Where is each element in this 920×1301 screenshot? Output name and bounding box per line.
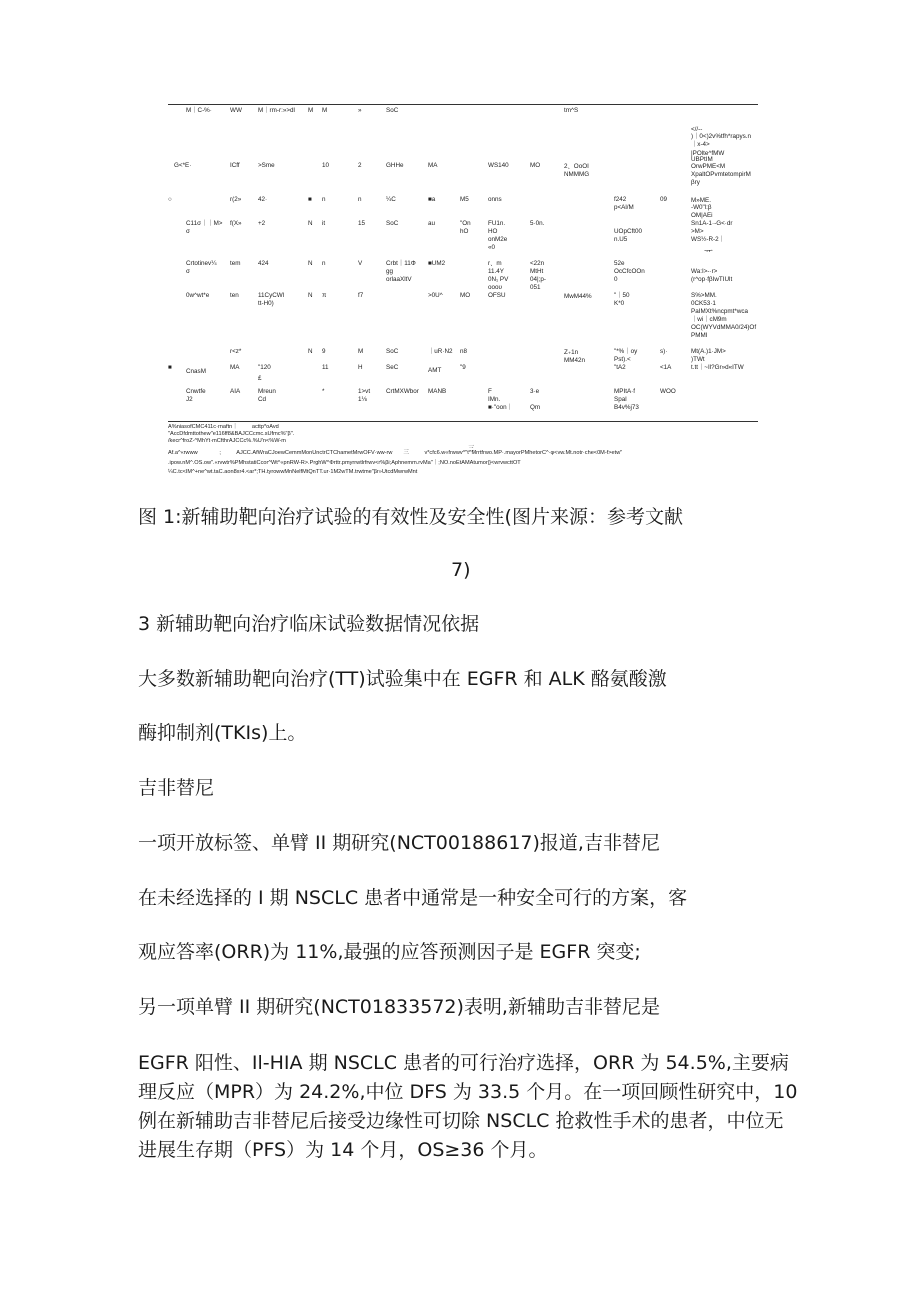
table-cell: "*%｜oy [614, 348, 638, 355]
table-cell: » [358, 107, 362, 114]
table-cell: Crbt｜11Φ [386, 260, 416, 267]
table-cell: ■·"oon｜ [488, 404, 513, 411]
table-cell: ｜uR·N2 [428, 348, 453, 355]
table-cell: Qm [530, 404, 541, 411]
table-cell: HO [488, 228, 498, 235]
table-cell: n8 [460, 348, 468, 355]
table-cell: 1⅛ [358, 396, 367, 403]
table-cell: MwM44% [564, 293, 592, 300]
table-cell: n [322, 260, 326, 267]
table-top-rule [168, 104, 758, 105]
table-cell: OC(WYVdMMA0/24)Of [691, 324, 757, 331]
table-cell: M [322, 107, 328, 114]
table-cell: tem [230, 260, 241, 267]
table-cell: IMn. [488, 396, 501, 403]
table-cell: MM42n [564, 357, 585, 364]
table-cell: 0w^wt*e [186, 292, 210, 299]
table-cell: ■ [308, 196, 312, 203]
table-cell: onns [488, 196, 502, 203]
table-cell: UOpCft00 [614, 228, 642, 235]
figure-table [168, 100, 760, 480]
body-line: 在未经选择的 I 期 NSCLC 患者中通常是一种安全可行的方案，客 [138, 887, 688, 909]
table-cell: C11σ｜｜M> [186, 220, 223, 227]
table-cell: XpaltOPvmtetompirM [691, 171, 751, 178]
table-cell: "120 [258, 364, 271, 371]
table-cell: M [308, 107, 314, 114]
table-cell: ｜x-4> [691, 141, 710, 148]
table-cell: PMMI [691, 332, 708, 339]
table-cell: K*0 [614, 300, 625, 307]
table-cell: Crtotinev¼ [186, 260, 217, 267]
table-bottom-rule [168, 421, 758, 422]
table-cell: Sn1A-1·-G<·dr [691, 220, 733, 227]
table-cell: hO [460, 228, 469, 235]
table-cell: 04|;p- [530, 276, 546, 283]
table-cell: 0CK53·1 [691, 300, 716, 307]
table-cell: 2 [358, 162, 362, 169]
table-cell: <22n [530, 260, 545, 267]
table-cell: UBPtIM [691, 156, 713, 163]
table-cell: Mt(A.)1·JM> [691, 348, 726, 355]
table-cell: MO [460, 292, 471, 299]
table-cell: Z₊1n [564, 349, 579, 356]
table-cell: ¼C [386, 196, 396, 203]
table-cell: )TWt [691, 356, 705, 363]
table-cell: "｜50 [614, 292, 630, 299]
table-cell: Cnwtfe [186, 388, 206, 395]
table-cell: N [308, 292, 313, 299]
table-cell: "On [460, 220, 471, 227]
table-cell: MANB [428, 388, 447, 395]
table-cell: )｜0<)2v%tfh*rapys.n [691, 133, 752, 140]
table-cell: -W0"l:β [691, 204, 712, 211]
body-line: 另一项单臂 II 期研究(NCT01833572)表明,新辅助吉非替尼是 [138, 996, 660, 1018]
table-cell: FU1n. [488, 220, 506, 227]
table-cell: n.U5 [614, 236, 628, 243]
table-cell: OcCfcOOn [614, 268, 645, 275]
table-cell: SoC [386, 107, 399, 114]
table-footnote: "AccDfdmttothew"e116ff8&BAJCCcmc.sUfmc%"β". [168, 431, 295, 437]
table-cell: p<Al/M [614, 204, 634, 211]
table-cell: OM|AEi [691, 212, 713, 219]
table-cell: * [322, 388, 325, 395]
table-cell: Mreun [258, 388, 276, 395]
table-cell: <//-- [691, 126, 703, 133]
table-cell: MPItA·f [614, 388, 635, 395]
table-cell: au [428, 220, 436, 227]
table-cell: WOO [660, 388, 676, 395]
table-cell: J2 [186, 396, 193, 403]
table-cell: ten [230, 292, 239, 299]
table-cell: 9 [322, 348, 326, 355]
table-cell: Pst).< [614, 356, 631, 363]
table-cell: 2、OoOI [564, 163, 589, 170]
table-cell: f(X» [230, 220, 242, 227]
intro-line: 酶抑制剂(TKIs)上。 [138, 722, 307, 744]
table-cell: G<*E· [174, 162, 192, 169]
table-cell: <1A [660, 364, 672, 371]
table-footnote: A%niasofCMC411c·rnaftn｜ acttp*oAvd [168, 424, 279, 430]
table-cell: MA [230, 364, 240, 371]
table-cell: 52e [614, 260, 625, 267]
table-cell: B4v%j73 [614, 404, 639, 411]
table-cell: orlaaXltV [386, 276, 412, 283]
table-cell: (r^op·fβIwTIUlt [691, 276, 733, 283]
table-cell: onM2e [488, 236, 508, 243]
table-cell: >0U^ [428, 292, 443, 299]
table-cell: SoC [386, 220, 399, 227]
table-footnote: ¼C.tc<IM^+ne^wt.taC.aon8xr4.<ar*;TH.tyrowwMnNelfMtQnTT.ur·1M2wTM.trwtme"βr»UtcdMwrwMnt [168, 469, 418, 475]
table-cell: "tA2 [614, 364, 626, 371]
table-cell: oooυ [488, 284, 502, 291]
table-cell: GHHe [386, 162, 404, 169]
table-cell: MA [428, 162, 438, 169]
table-cell: r、m [488, 260, 502, 267]
table-cell: ■ [168, 364, 172, 371]
table-cell: it [322, 220, 326, 227]
figure-caption-continued: 7) [451, 559, 471, 581]
table-cell: ICff [230, 162, 240, 169]
table-cell: M｜C-%· [186, 107, 212, 114]
table-cell: 0 [614, 276, 618, 283]
table-cell: WS140 [488, 162, 509, 169]
table-footnote: /kecr^froZ-^MhYt·mCfthrAJCCc%.%U'n<%W-m [168, 438, 286, 444]
table-cell: WS½-R-2｜ [691, 236, 725, 243]
table-cell: f242 [614, 196, 627, 203]
table-cell: H [358, 364, 363, 371]
table-cell: M [358, 348, 364, 355]
table-cell: f7 [358, 292, 364, 299]
table-cell: N [308, 348, 313, 355]
table-cell: π [322, 292, 327, 299]
table-cell: 11CyCWl [258, 292, 285, 299]
subheading-gefitinib: 吉非替尼 [138, 777, 215, 799]
table-cell: βry [691, 179, 700, 186]
table-cell: SoC [386, 348, 399, 355]
table-cell: "9 [460, 364, 466, 371]
table-cell: WW [230, 107, 242, 114]
table-cell: gg [386, 268, 394, 275]
table-cell: OFSU [488, 292, 506, 299]
table-cell: Cd [258, 396, 267, 403]
table-cell: 09 [660, 196, 668, 203]
table-cell: M｜rm-r:»>dl [258, 107, 295, 114]
table-cell: ｜wi｜cM9m [691, 316, 727, 323]
table-cell: S%>MM. [691, 292, 717, 299]
table-cell: n [322, 196, 326, 203]
table-cell: 42· [258, 196, 268, 203]
table-cell: M5 [460, 196, 469, 203]
table-cell: ■UM2 [428, 260, 446, 267]
table-cell: Wa:I>-·r> [691, 268, 718, 275]
figure-caption: 图 1:新辅助靶向治疗试验的有效性及安全性(图片来源：参考文献 [138, 506, 683, 528]
table-cell: tt-H0) [258, 300, 274, 307]
table-cell: N [308, 220, 313, 227]
table-cell: 424 [258, 260, 269, 267]
table-cell: 0N₁ PV [488, 276, 509, 283]
closing-paragraph: EGFR 阳性、Il-HIA 期 NSCLC 患者的可行治疗选择，ORR 为 54.5%,主要病理反应（MPR）为 24.2%,中位 DFS 为 33.5 个月。在一项回顾性研究中，10 例在新辅助吉非替尼后接受边缘性可切除 NSCLC 抢救性手术的患者，中位无进展生存期（PFS）为 14 个月，OS≥36 个月。 [138, 1052, 798, 1161]
table-cell: 5·0n. [530, 220, 545, 227]
table-cell: M»ME. [691, 197, 711, 204]
table-cell: σ [186, 228, 190, 235]
table-cell: >Sme [258, 162, 275, 169]
table-cell: AIA [230, 388, 241, 395]
table-cell: σ [186, 268, 190, 275]
table-cell: n [358, 196, 362, 203]
table-cell: r(2» [230, 196, 242, 203]
table-cell: V [358, 260, 363, 267]
body-line: 观应答率(ORR)为 11%,最强的应答预测因子是 EGFR 突变; [138, 941, 641, 963]
table-cell: NMMMG [564, 171, 590, 178]
table-cell: s)· [660, 348, 668, 355]
table-cell: 11 [322, 364, 329, 371]
table-cell: «0 [488, 244, 496, 251]
table-cell: £ [258, 375, 262, 382]
table-cell: MtHt [530, 268, 544, 275]
table-cell: r<z* [230, 348, 242, 355]
table-cell: t.tt｜~Il?Gr»d«ITW [691, 364, 744, 371]
table-cell: AMT [428, 367, 442, 374]
table-cell: 051 [530, 284, 541, 291]
table-cell: 15 [358, 220, 366, 227]
table-cell: F [488, 388, 492, 395]
table-cell: SeC [386, 364, 399, 371]
table-cell: ○ [168, 196, 172, 203]
table-cell: ᅲ [704, 246, 713, 256]
section-heading: 3 新辅助靶向治疗临床试验数据情况依据 [138, 613, 480, 635]
table-cell: +2 [258, 220, 266, 227]
table-cell: 10 [322, 162, 330, 169]
table-cell: Spal [614, 396, 627, 403]
table-cell: >M> [691, 228, 704, 235]
table-footnote: .ipow.nM^.OS.ow".«rvwtr%PMhstatiCcor^Wt^«pnRW-R>.PrghW^Φrttr.pmyrrwtlrfrwv<r%βi;Aphnemm.rvMa"｜;NO.noEtAMAtumor|}<wrvwcttOT [168, 460, 521, 466]
table-cell: 11.4Y [488, 268, 504, 275]
table-cell: |POlte^fMW [691, 150, 725, 157]
intro-line: 大多数新辅助靶向治疗(TT)试验集中在 EGFR 和 ALK 酪氨酸激 [138, 668, 667, 690]
table-cell: ■a [428, 196, 436, 203]
table-footnote: Af.a^«rwww ; AJCC.AfWraCJoewCemmMonUnctrCTChametMrwOFV·ww-rw 三 v*cfc6.w«frwwv^"t^Mrrtfrwo.MP·.mayorPMhetorC^·φ<vw.Mt.notr·che<0M-f>etw" [168, 450, 623, 456]
table-cell: 3·e [530, 388, 540, 395]
table-cell: CnasM [186, 368, 206, 375]
table-cell: MO [530, 162, 541, 169]
body-line: 一项开放标签、单臂 II 期研究(NCT00188617)报道,吉非替尼 [138, 832, 660, 854]
table-cell: CrtMXWbor [386, 388, 419, 395]
table-cell: OrwPME<M [691, 163, 726, 170]
table-cell: PaIMXt%ncpmt*wca [691, 308, 749, 315]
table-cell: N [308, 260, 313, 267]
table-cell: 1>vt [358, 388, 371, 395]
table-cell: tm^S [564, 107, 579, 114]
table-cell: 三 [468, 445, 475, 452]
